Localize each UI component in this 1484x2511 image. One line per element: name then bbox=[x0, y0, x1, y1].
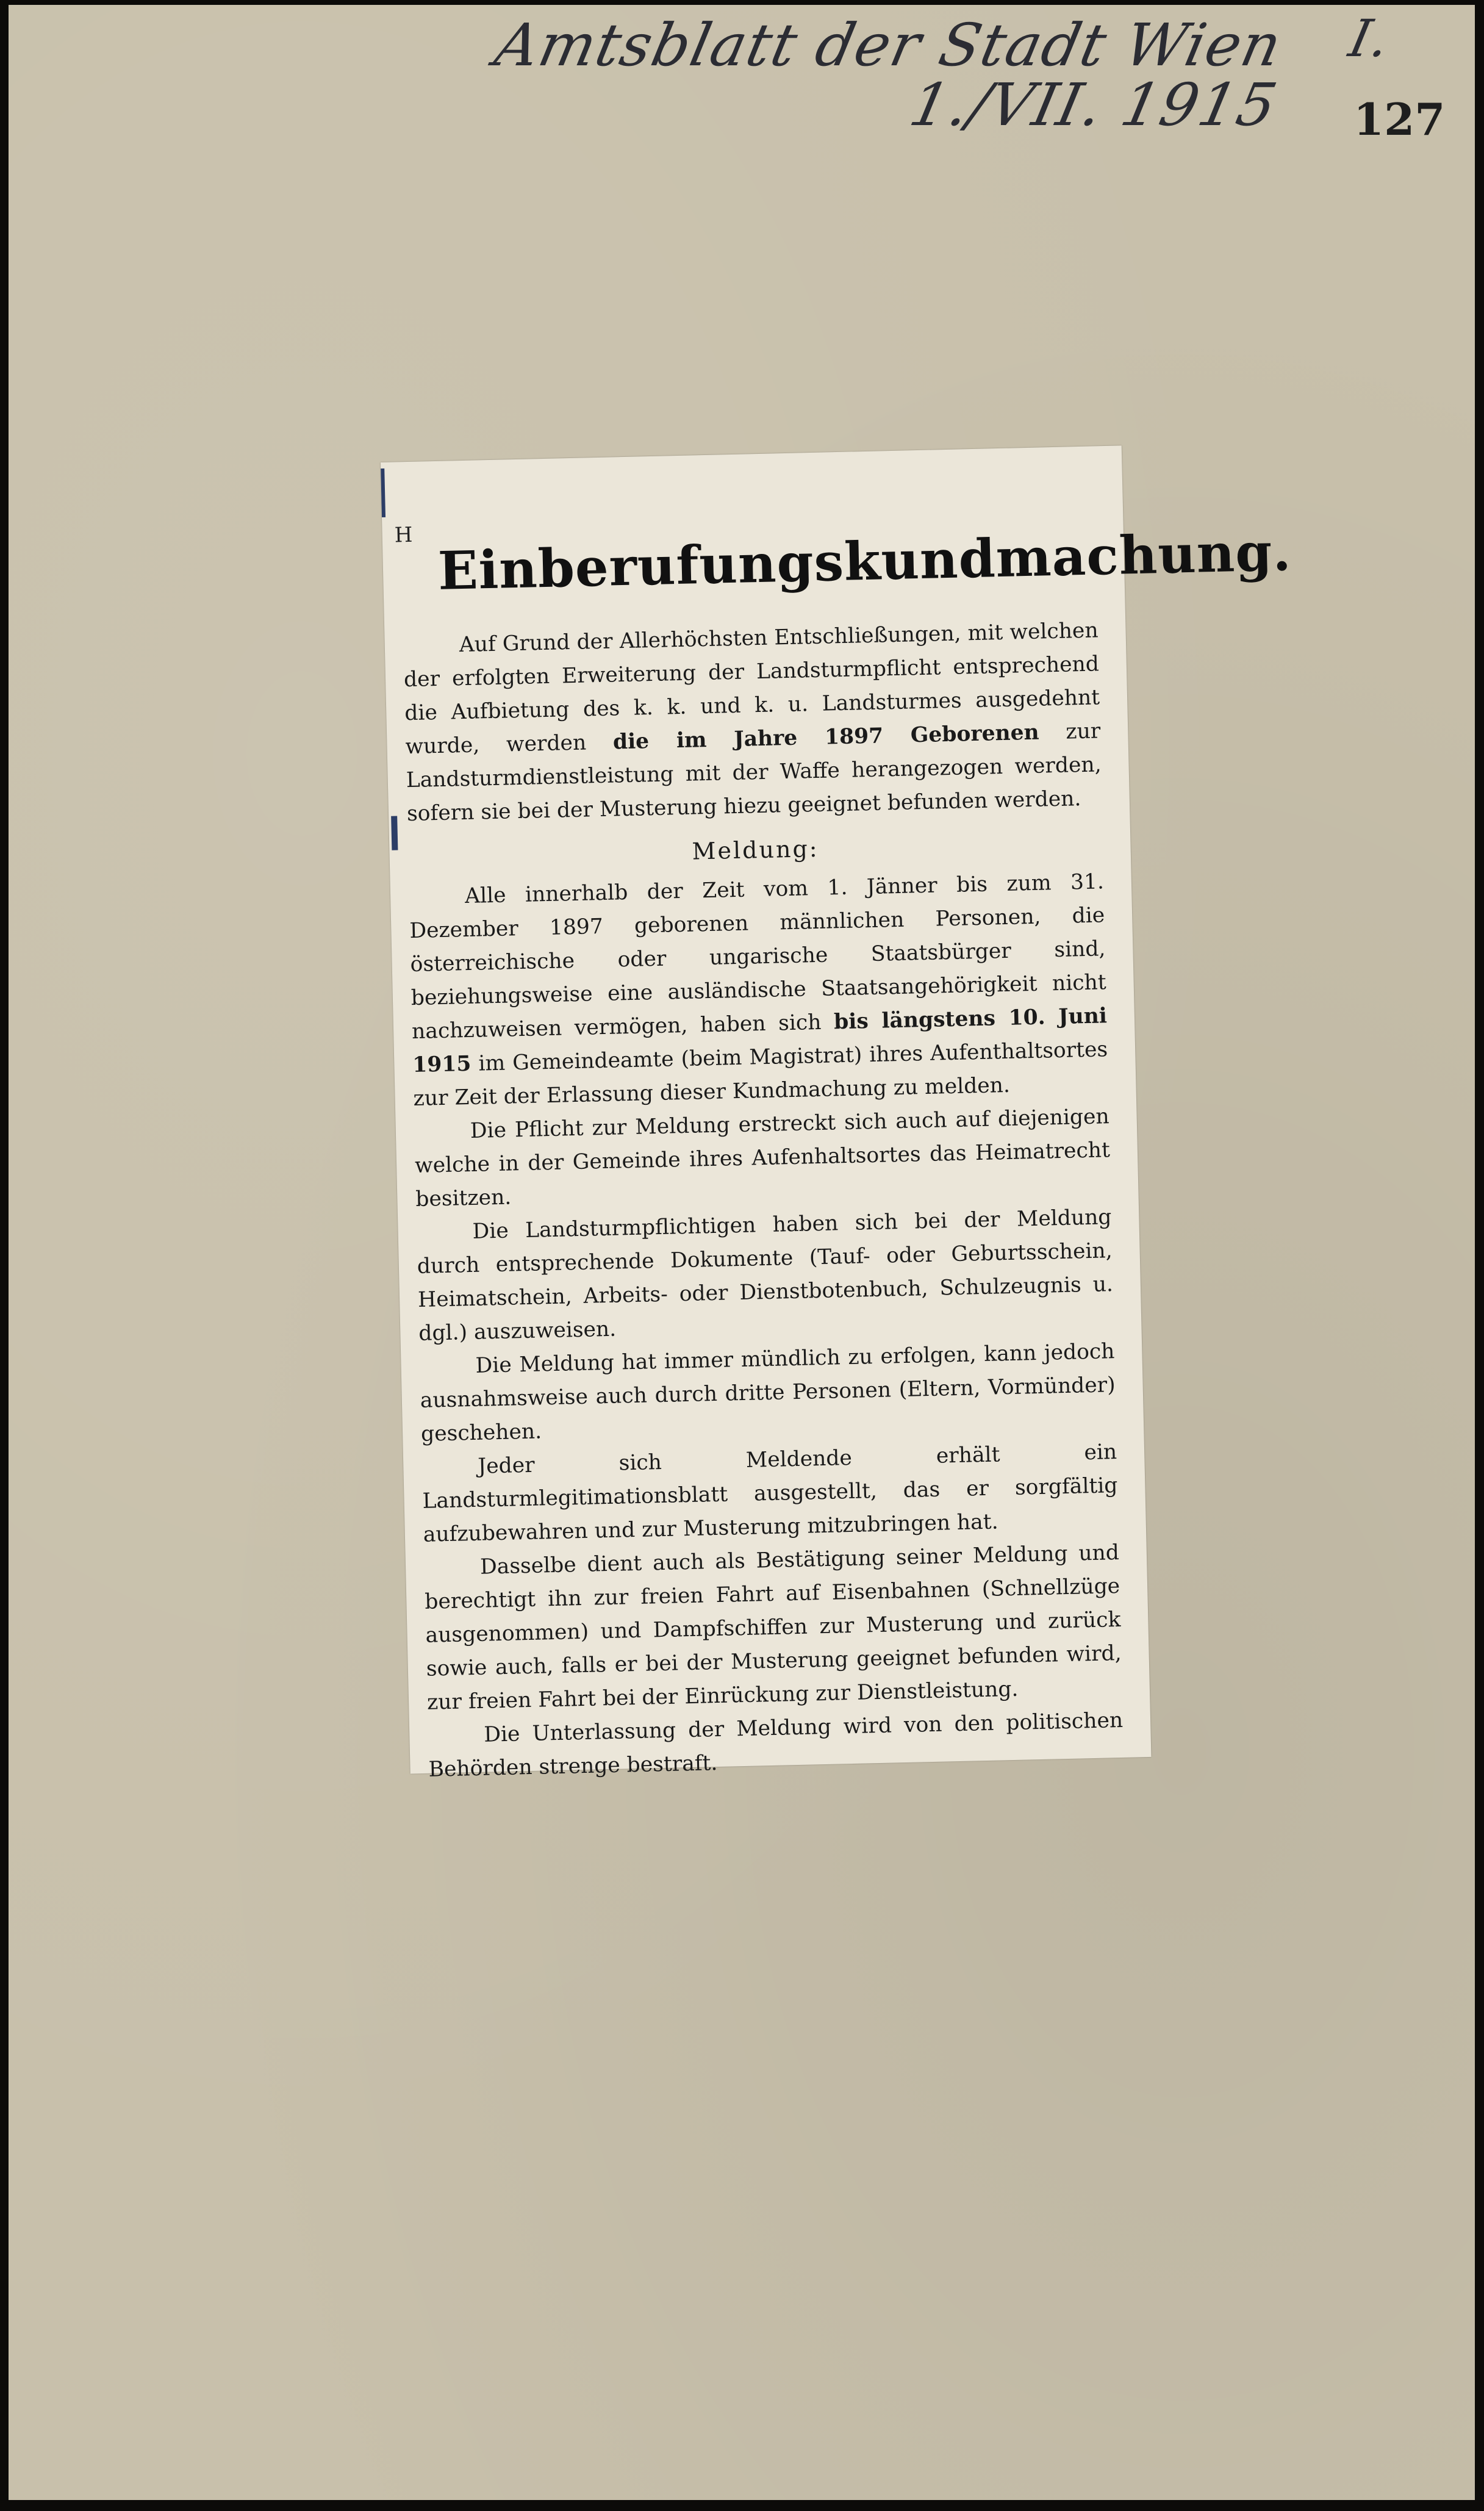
margin-bracket-mark bbox=[391, 816, 398, 850]
handwritten-numeral: I. bbox=[1344, 9, 1396, 68]
paragraph: Die Meldung hat immer mündlich zu erfolgen, kann jedoch ausnahmsweise auch durch dritte Personen (Eltern, Vormünder) geschehen. bbox=[420, 1339, 1116, 1446]
paragraph: Die Pflicht zur Meldung erstreckt sich auch auf diejenigen welche in der Gemeinde ihres Aufenhaltsortes das Heimatrecht besitzen. bbox=[414, 1104, 1111, 1212]
meldung-text-2: im Gemeindeamte (beim Magistrat) ihres Aufenthaltsortes zur Zeit der Erlassung dieser Kundmachung zu melden. bbox=[413, 1037, 1108, 1112]
meldung-paragraph bbox=[409, 865, 1109, 1116]
page-number: 127 bbox=[1353, 93, 1446, 145]
intro-text-1: Auf Grund der Allerhöchsten Entschließungen, mit welchen der erfolgten Erweiterung der Landsturmpflicht entsprechend die Aufbietung des k. k. und k. u. Landsturmes ausgedehnt wurde, werden bbox=[403, 618, 1100, 760]
section-heading: Meldung: bbox=[692, 835, 820, 865]
newspaper-clipping bbox=[381, 445, 1292, 1782]
clipping-body bbox=[403, 614, 1124, 1786]
paragraph: Die Landsturmpflichtigen haben sich bei der Meldung durch entsprechende Dokumente (Tauf- oder Geburtsschein, Heimatschein, Arbeits- oder Dienstbotenbuch, Schulzeugnis u. dgl.) auszuweisen. bbox=[417, 1205, 1114, 1346]
intro-paragraph bbox=[403, 614, 1102, 831]
handwritten-source-note: Amtsblatt der Stadt Wien bbox=[489, 11, 1289, 79]
intro-text-2: zur Landsturmdienstleistung mit der Waffe herangezogen werden, sofern sie bei der Musterung hiezu geeignet befunden werden. bbox=[406, 719, 1102, 827]
intro-text-bold: die im Jahre 1897 Geborenen bbox=[612, 720, 1040, 755]
archive-sheet bbox=[9, 5, 1475, 2500]
handwritten-date: 1./VII. 1915 bbox=[904, 71, 1284, 139]
paragraph: Jeder sich Meldende erhält ein Landsturmlegitimationsblatt ausgestellt, das er sorgfältig aufzubewahren und zur Musterung mitzubringen hat. bbox=[422, 1440, 1118, 1547]
meldung-text-1: Alle innerhalb der Zeit vom 1. Jänner bis zum 31. Dezember 1897 geborenen männlichen Personen, die österreichische oder ungarische Staatsbürger sind, beziehungsweise eine ausländische Staatsangehörigkeit nicht nachzuweisen vermögen, haben sich bbox=[409, 869, 1107, 1044]
meldung-text-bold: bis längstens 10. Juni 1915 bbox=[412, 1004, 1108, 1078]
margin-mark bbox=[381, 469, 385, 517]
paragraph: Dasselbe dient auch als Bestätigung seiner Meldung und berechtigt ihn zur freien Fahrt auf Eisenbahnen (Schnellzüge ausgenommen) und Dampfschiffen zur Musterung und zurück sowie auch, falls er bei der Musterung geeignet befunden wird, zur freien Fahrt bei der Einrückung zur Dienstleistung. bbox=[424, 1540, 1122, 1715]
paragraph: Die Unterlassung der Meldung wird von den politischen Behörden strenge bestraft. bbox=[428, 1708, 1124, 1782]
clipping-title: Einberufungskundmachung. bbox=[437, 521, 1292, 602]
clipping-mark: H bbox=[394, 522, 413, 548]
